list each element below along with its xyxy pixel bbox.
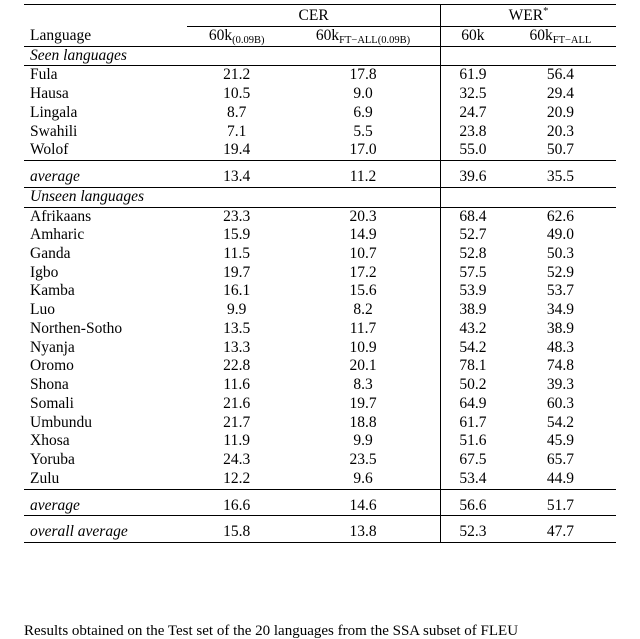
spacer-cell <box>24 489 187 497</box>
header-wer-star: * <box>543 6 549 17</box>
row-wer-60k: 55.0 <box>440 141 504 160</box>
row-language: Wolof <box>24 141 187 160</box>
row-wer-ft: 50.7 <box>505 141 616 160</box>
row-wer-ft: 53.7 <box>546 282 574 300</box>
row-cer-60k: 19.7 <box>223 263 251 281</box>
row-cer-60k: 7.1 <box>227 122 247 140</box>
row-language: average <box>24 497 187 516</box>
row-wer-60k: 32.5 <box>440 85 504 104</box>
row-cer-60k: 13.5 <box>223 319 251 337</box>
spacer-cell <box>187 161 286 169</box>
row-cer-ft: 10.9 <box>349 338 377 356</box>
spacer <box>24 489 616 497</box>
row-wer-ft: 65.7 <box>546 451 574 469</box>
row-cer-60k: 24.3 <box>223 451 251 469</box>
row-wer-ft: 44.9 <box>505 470 616 489</box>
row-wer-ft: 47.7 <box>505 523 616 542</box>
row-wer-ft: 39.3 <box>546 376 574 394</box>
table-row <box>24 320 616 339</box>
section-title-unseen-pad1 <box>440 187 504 207</box>
row-language: Yoruba <box>30 451 75 469</box>
header-cer-60k <box>187 26 286 46</box>
row-cer-ft: 20.1 <box>349 357 377 375</box>
row-language: Lingala <box>30 103 78 121</box>
row-language: Xhosa <box>30 432 70 450</box>
row-wer-ft: 20.3 <box>546 122 574 140</box>
row-wer-60k: 39.6 <box>440 168 504 187</box>
table-row <box>24 470 616 489</box>
row-wer-60k: 56.6 <box>440 497 504 516</box>
spacer-cell <box>187 489 286 497</box>
row-cer-60k: 13.4 <box>187 168 286 187</box>
row-wer-60k: 52.7 <box>440 226 504 245</box>
row-cer-ft: 17.8 <box>349 66 377 84</box>
row-cer-ft: 9.9 <box>353 432 373 450</box>
table-row <box>24 414 616 433</box>
table-row <box>24 395 616 414</box>
row-wer-ft: 38.9 <box>546 319 574 337</box>
row-wer-ft: 20.9 <box>546 103 574 121</box>
row-wer-ft: 45.9 <box>546 432 574 450</box>
row-cer-60k: 21.2 <box>223 66 251 84</box>
row-language: Afrikaans <box>30 207 92 225</box>
row-cer-ft: 8.3 <box>353 376 373 394</box>
section-title-seen-pad2 <box>505 46 616 66</box>
row-cer-60k: 12.2 <box>187 470 286 489</box>
row-wer-60k: 53.4 <box>440 470 504 489</box>
row-cer-ft: 14.9 <box>349 226 377 244</box>
row-wer-60k: 61.9 <box>440 66 504 85</box>
row-cer-60k: 10.5 <box>223 85 251 103</box>
table-row <box>24 207 616 226</box>
header-wer-ft-sub: FT−ALL <box>552 34 592 46</box>
row-cer-ft: 15.6 <box>349 282 377 300</box>
header-cer-ft-sub: FT−ALL(0.09B) <box>339 34 411 46</box>
table-row <box>24 357 616 376</box>
row-cer-ft: 8.2 <box>353 301 373 319</box>
row-cer-60k: 13.3 <box>223 338 251 356</box>
spacer <box>24 516 616 524</box>
row-wer-60k: 38.9 <box>440 301 504 320</box>
row-wer-60k: 61.7 <box>440 414 504 433</box>
header-group-row <box>24 5 616 27</box>
table-row <box>24 104 616 123</box>
row-cer-60k: 11.5 <box>223 244 250 262</box>
row-language: Oromo <box>30 357 74 375</box>
row-cer-60k: 16.6 <box>187 497 286 516</box>
row-cer-ft: 9.6 <box>286 470 440 489</box>
row-cer-60k: 9.9 <box>227 301 247 319</box>
row-wer-60k: 43.2 <box>440 320 504 339</box>
table-row <box>24 432 616 451</box>
row-wer-ft: 29.4 <box>546 85 574 103</box>
row-cer-ft: 11.2 <box>286 168 440 187</box>
row-wer-ft: 56.4 <box>546 66 574 84</box>
spacer-cell <box>286 516 440 524</box>
row-wer-ft: 60.3 <box>546 394 574 412</box>
row-language: Kamba <box>30 282 75 300</box>
row-cer-60k: 11.9 <box>223 432 250 450</box>
spacer-cell <box>24 161 187 169</box>
table-row <box>24 376 616 395</box>
section-title-unseen-pad2 <box>505 187 616 207</box>
section-title-seen: Seen languages <box>24 46 440 66</box>
section-title-unseen: Unseen languages <box>24 187 440 207</box>
row-language: Somali <box>30 394 74 412</box>
spacer-cell <box>440 161 504 169</box>
row-wer-60k: 52.8 <box>440 245 504 264</box>
row-wer-ft: 35.5 <box>505 168 616 187</box>
row-cer-ft: 5.5 <box>353 122 373 140</box>
row-cer-60k: 16.1 <box>223 282 251 300</box>
row-wer-60k: 64.9 <box>440 395 504 414</box>
table-row <box>24 451 616 470</box>
row-wer-ft: 51.7 <box>505 497 616 516</box>
spacer-cell <box>24 516 187 524</box>
row-wer-ft: 74.8 <box>546 357 574 375</box>
section-header-row <box>24 46 616 66</box>
row-wer-ft: 54.2 <box>546 413 574 431</box>
row-language: Luo <box>30 301 55 319</box>
spacer-cell <box>440 489 504 497</box>
table-row <box>24 282 616 301</box>
row-wer-60k: 68.4 <box>440 207 504 226</box>
table-row <box>24 264 616 283</box>
average-row <box>24 168 616 187</box>
row-cer-ft: 13.8 <box>286 523 440 542</box>
average-row <box>24 497 616 516</box>
row-wer-60k: 78.1 <box>440 357 504 376</box>
row-wer-60k: 54.2 <box>440 339 504 358</box>
table-row <box>24 245 616 264</box>
row-cer-ft: 19.7 <box>349 394 377 412</box>
row-wer-60k: 67.5 <box>440 451 504 470</box>
row-language: Northen-Sotho <box>30 319 123 337</box>
spacer-cell <box>505 161 616 169</box>
header-language: Language <box>24 26 187 46</box>
row-cer-60k: 15.9 <box>223 226 251 244</box>
table-header <box>24 5 616 47</box>
spacer-cell <box>505 489 616 497</box>
table-row <box>24 66 616 85</box>
row-cer-ft: 11.7 <box>349 319 377 337</box>
header-columns-row <box>24 26 616 46</box>
header-cer-60k-base: 60k <box>208 26 233 44</box>
overall-average-row <box>24 523 616 542</box>
table-row <box>24 85 616 104</box>
header-cer-60k-sub: (0.09B) <box>232 34 265 46</box>
header-wer-label: WER <box>508 7 544 25</box>
row-cer-ft: 17.2 <box>349 263 377 281</box>
header-cer-group: CER <box>187 5 440 27</box>
row-cer-60k: 21.6 <box>223 394 251 412</box>
row-language: Umbundu <box>30 413 92 431</box>
row-cer-ft: 9.0 <box>353 85 373 103</box>
row-wer-ft: 62.6 <box>546 207 574 225</box>
row-wer-ft: 50.3 <box>546 244 574 262</box>
row-cer-ft: 20.3 <box>349 207 377 225</box>
row-language: average <box>24 168 187 187</box>
row-cer-60k: 21.7 <box>223 413 251 431</box>
row-wer-60k: 24.7 <box>440 104 504 123</box>
table-row <box>24 339 616 358</box>
table-row <box>24 141 616 160</box>
row-cer-60k: 15.8 <box>187 523 286 542</box>
row-wer-60k: 51.6 <box>440 432 504 451</box>
header-wer-60k-base: 60k <box>461 26 485 44</box>
row-cer-ft: 14.6 <box>286 497 440 516</box>
table-row <box>24 226 616 245</box>
row-cer-60k: 11.6 <box>223 376 250 394</box>
row-cer-ft: 23.5 <box>349 451 377 469</box>
table-row <box>24 301 616 320</box>
row-cer-60k: 19.4 <box>187 141 286 160</box>
results-table <box>24 4 616 543</box>
row-cer-ft: 6.9 <box>353 103 373 121</box>
row-language: Swahili <box>30 122 78 140</box>
row-cer-60k: 8.7 <box>227 103 247 121</box>
table-caption: Results obtained on the Test set of the 20 languages from the SSA subset of FLEU <box>24 623 519 639</box>
row-cer-ft: 17.0 <box>286 141 440 160</box>
row-wer-ft: 49.0 <box>546 226 574 244</box>
row-wer-60k: 52.3 <box>440 523 504 542</box>
header-empty-cell <box>24 5 187 27</box>
row-cer-60k: 22.8 <box>223 357 251 375</box>
section-title-seen-pad1 <box>440 46 504 66</box>
row-wer-ft: 34.9 <box>546 301 574 319</box>
row-language: Fula <box>30 66 58 84</box>
header-wer-ft <box>505 26 616 46</box>
header-cer-ft-base: 60k <box>315 26 340 44</box>
row-language: Amharic <box>30 226 85 244</box>
row-cer-60k: 23.3 <box>223 207 251 225</box>
row-wer-60k: 50.2 <box>440 376 504 395</box>
row-wer-60k: 57.5 <box>440 264 504 283</box>
spacer-cell <box>505 516 616 524</box>
table-row <box>24 123 616 142</box>
row-wer-ft: 52.9 <box>546 263 574 281</box>
spacer-cell <box>440 516 504 524</box>
row-wer-60k: 23.8 <box>440 123 504 142</box>
row-language: Hausa <box>30 85 69 103</box>
row-cer-ft: 10.7 <box>349 244 377 262</box>
spacer <box>24 161 616 169</box>
row-language: Ganda <box>30 244 71 262</box>
row-language: Shona <box>30 376 69 394</box>
spacer-cell <box>286 161 440 169</box>
header-wer-60k <box>440 26 504 46</box>
row-wer-ft: 48.3 <box>546 338 574 356</box>
row-language: Igbo <box>30 263 59 281</box>
header-wer-ft-base: 60k <box>529 26 553 44</box>
row-language: overall average <box>24 523 187 542</box>
table-body <box>24 46 616 542</box>
row-language: Nyanja <box>30 338 75 356</box>
header-cer-ft <box>286 26 440 46</box>
row-cer-ft: 18.8 <box>349 413 377 431</box>
header-wer-group <box>440 5 616 27</box>
spacer-cell <box>286 489 440 497</box>
row-wer-60k: 53.9 <box>440 282 504 301</box>
row-language: Zulu <box>24 470 187 489</box>
section-header-row <box>24 187 616 207</box>
spacer-cell <box>187 516 286 524</box>
